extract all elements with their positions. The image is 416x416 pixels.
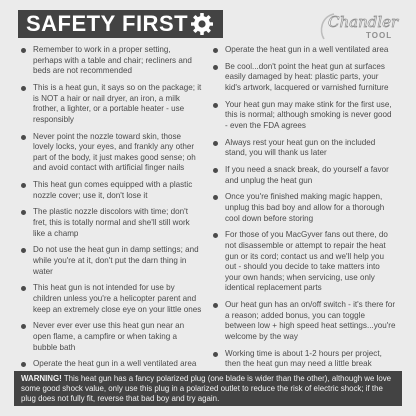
bullet-dot-icon (213, 303, 218, 308)
list-item (212, 349, 396, 370)
list-item (20, 132, 202, 174)
list-item-text: This heat gun comes equipped with a plastic nozzle cover; use it, don't lose it (33, 180, 193, 200)
list-item (212, 138, 396, 159)
bullet-dot-icon (21, 248, 26, 253)
bullet-dot-icon (21, 48, 26, 53)
list-item-text: Our heat gun has an on/off switch - it's there for a reason; added bonus, you can toggle between low + high speed heat settings...you're welcome by the way (225, 300, 396, 341)
list-item-text: Operate the heat gun in a well ventilated area (225, 45, 389, 54)
list-item-text: Working time is about 1-2 hours per project, then the heat gun may need a little break (225, 348, 382, 369)
list-item (20, 245, 202, 277)
bullet-dot-icon (213, 352, 218, 357)
list-item-text: Be cool...don't point the heat gun at surfaces easily damaged by heat: plastic parts, your kid's artwork, lacquered or varnished furniture (225, 61, 389, 92)
logo-wordmark: Chandler (328, 13, 399, 31)
list-item-text: Do not use the heat gun in damp settings; and while you're at it, don't put the darn thing in water (33, 245, 199, 276)
list-item (212, 62, 396, 94)
list-item (20, 45, 202, 77)
list-item (212, 165, 396, 186)
list-item-text: This heat gun is not intended for use by children unless you're a helicopter parent and keep an extremely close eye on your little ones (33, 283, 202, 314)
list-item-text: The plastic nozzle discolors with time; don't fret, this is totally normal and she'll still work like a champ (33, 207, 190, 238)
bullet-dot-icon (213, 141, 218, 146)
bullet-dot-icon (213, 103, 218, 108)
chandler-tool-logo (318, 11, 400, 43)
list-item (20, 321, 202, 353)
list-item (212, 100, 396, 132)
bullet-dot-icon (21, 183, 26, 188)
title-banner (18, 10, 223, 38)
warning-label: WARNING! (21, 374, 62, 383)
right-safety-list (212, 45, 396, 376)
list-item (212, 230, 396, 294)
bullet-dot-icon (213, 48, 218, 53)
list-item-text: If you need a snack break, do yourself a favor and unplug the heat gun (225, 165, 389, 185)
warning-text: This heat gun has a fancy polarized plug (one blade is wider than the other), although we love some good shock value, only use this plug in a polarized outlet to reduce the risk of electric shock; if the plug does not fully fit, reverse that bad boy and try again. (21, 374, 392, 404)
list-item (20, 83, 202, 125)
bullet-dot-icon (213, 65, 218, 70)
gear-icon (190, 12, 214, 36)
bullet-dot-icon (21, 135, 26, 140)
bullet-dot-icon (213, 195, 218, 200)
bullet-dot-icon (213, 233, 218, 238)
list-item-text: For those of you MacGyver fans out there, do not disassemble or attempt to repair the heat gun or its cord; contact us and we'll help you out - should you decide to take matters into your own hands; when servicing, use only identical replacement parts (225, 230, 388, 293)
list-item-text: Operate the heat gun in a well ventilated area (33, 359, 197, 369)
list-item (212, 300, 396, 342)
left-safety-list (20, 45, 202, 376)
logo-subword: TOOL (366, 31, 393, 40)
list-item (20, 180, 202, 201)
list-item-text: Always rest your heat gun on the included stand, you will thank us later (225, 137, 376, 158)
list-item (212, 192, 396, 224)
bullet-dot-icon (213, 168, 218, 173)
list-item-text: Remember to work in a proper setting, perhaps with a table and chair; recliners and beds are not recommended (33, 45, 192, 76)
list-item-text: Once you're finished making magic happen, unplug this bad boy and allow for a thorough cool down before storing (225, 192, 385, 223)
header (18, 10, 398, 40)
list-item (20, 359, 202, 370)
polarized-plug-warning (14, 371, 402, 406)
list-item (20, 283, 202, 315)
bullet-dot-icon (21, 362, 26, 367)
bullet-dot-icon (21, 86, 26, 91)
bullet-dot-icon (21, 286, 26, 291)
list-item-text: Never ever ever use this heat gun near an open flame, a campfire or when taking a bubble bath (33, 321, 185, 352)
bullet-dot-icon (21, 210, 26, 215)
bullet-dot-icon (21, 324, 26, 329)
list-item-text: Your heat gun may make stink for the first use, this is normal; although smoking is never good - even the FDA agrees (225, 99, 392, 130)
page-title: SAFETY FIRST (26, 11, 189, 36)
list-item (212, 45, 396, 56)
list-item-text: Never point the nozzle toward skin, those lovely locks, your eyes, and frankly any other part of the body, it just makes good sense; oh and avoid contact with artificial finger nails (33, 131, 196, 173)
list-item (20, 207, 202, 239)
list-item-text: This is a heat gun, it says so on the package; it is NOT a hair or nail dryer, an iron, a milk frother, a lighter, or a portable heater - use responsibly (33, 82, 202, 124)
